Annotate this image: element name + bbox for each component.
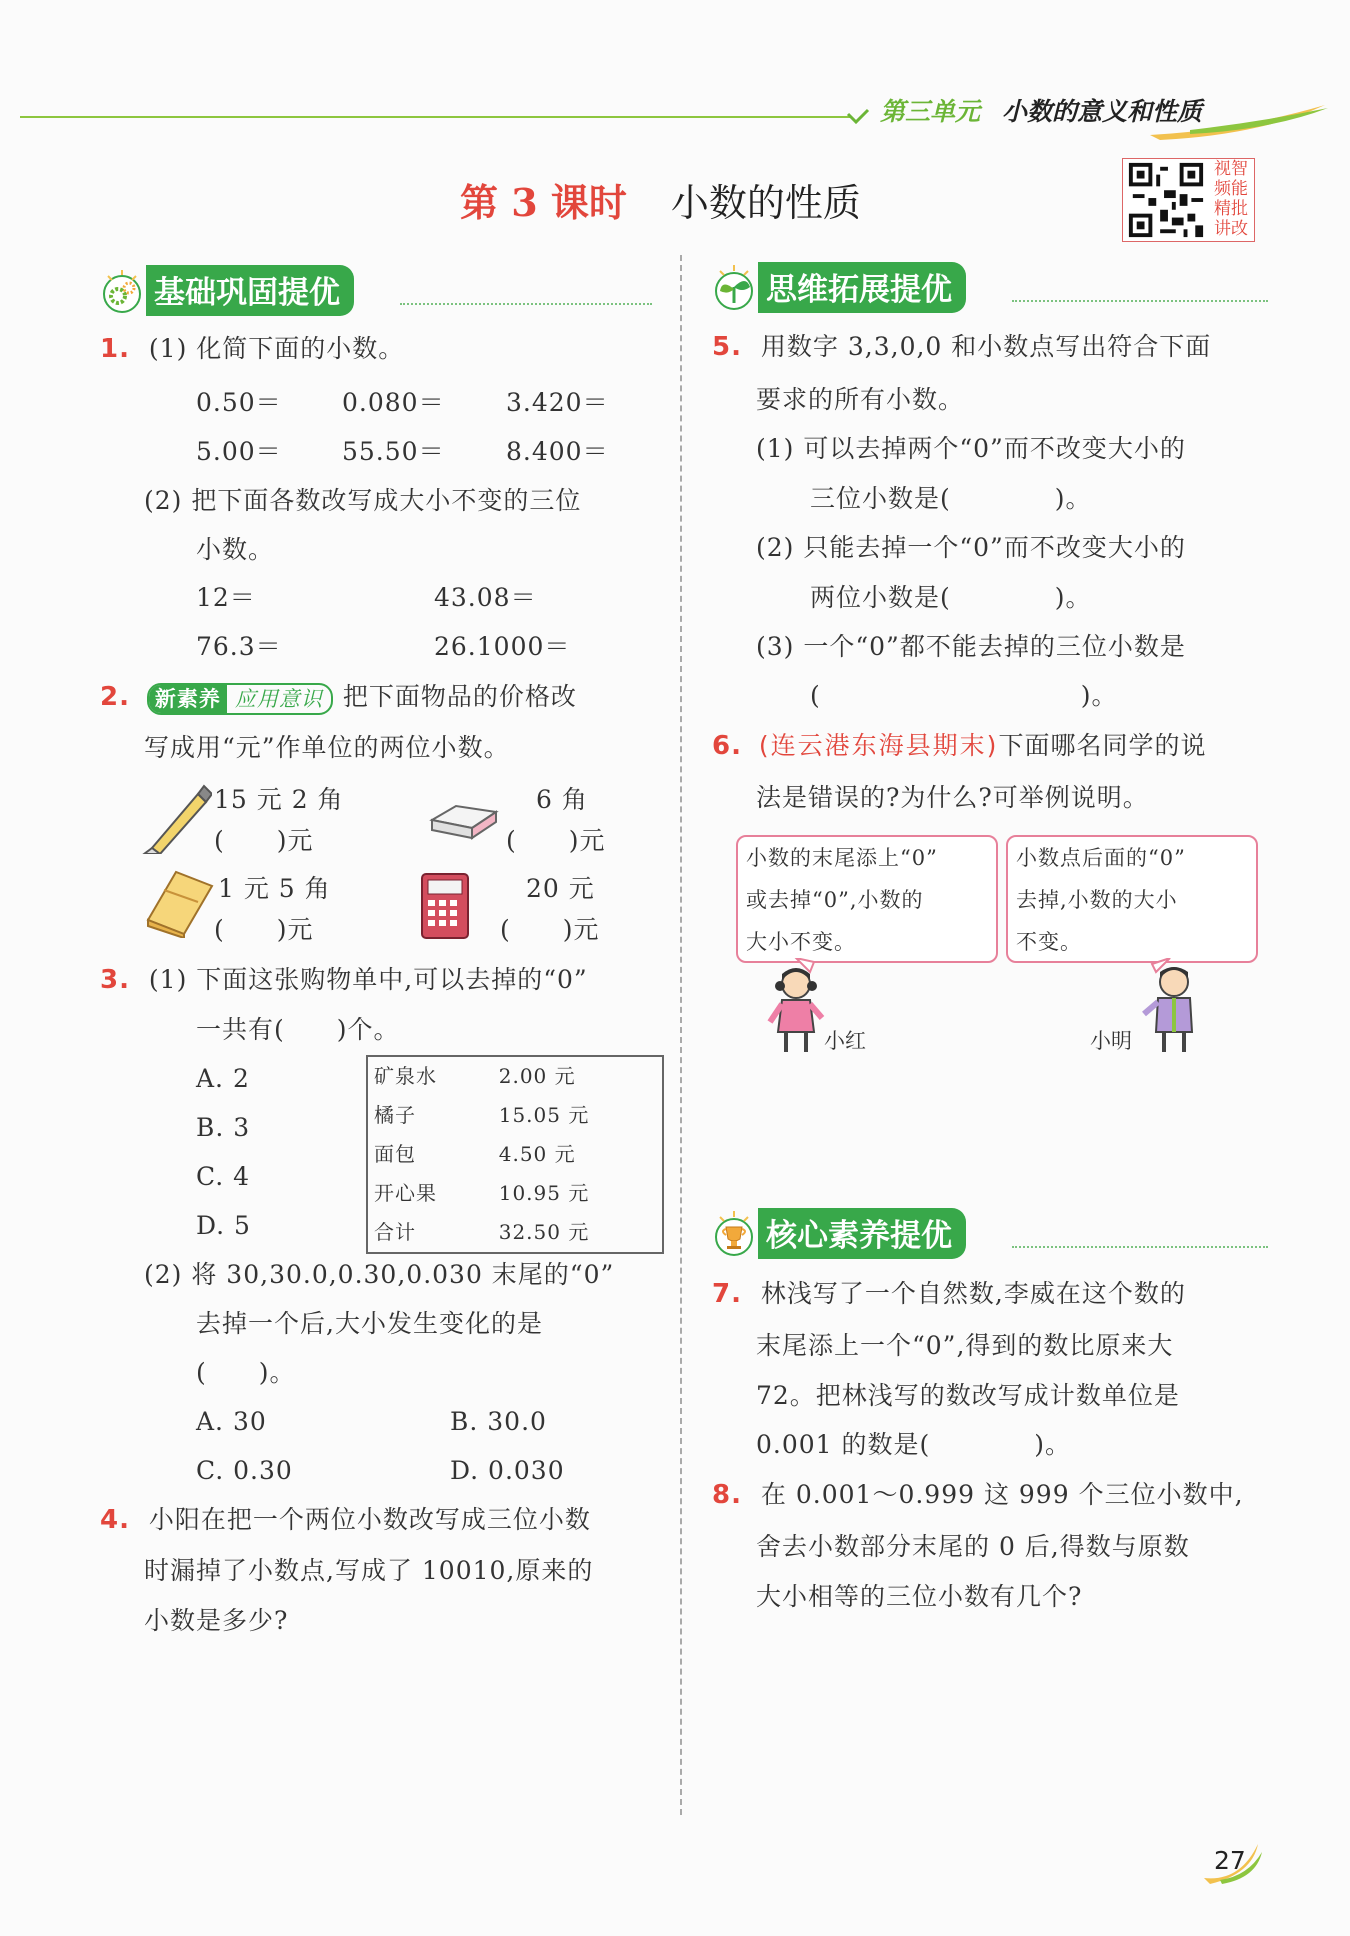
lesson-name: 小数的性质 <box>670 181 861 225</box>
question-text: (2) 只能去掉一个“0”而不改变大小的 <box>756 533 1186 562</box>
speech-bubble-right <box>1006 835 1258 963</box>
section-core <box>712 1208 966 1254</box>
section-title: 基础巩固提优 <box>146 265 354 316</box>
question-text: 把下面物品的价格改 <box>342 682 577 711</box>
q3-part1 <box>100 965 588 995</box>
item-name: 合计 <box>374 1220 416 1244</box>
item-price: 4.50 元 <box>498 1142 576 1166</box>
literacy-badge <box>147 683 333 715</box>
q1-item: 26.1000＝ <box>434 632 571 661</box>
question-text: (1) 下面这张购物单中,可以去掉的“0” <box>148 965 588 994</box>
question-text: 下面哪名同学的说 <box>998 731 1207 760</box>
pen-icon <box>142 782 212 854</box>
section-rule <box>1012 300 1268 302</box>
question-number: 1. <box>100 334 130 364</box>
q1-item: 5.00＝ <box>196 437 282 466</box>
price-text: 15 元 2 角 <box>214 785 344 814</box>
question-text: 小阳在把一个两位小数改写成三位小数 <box>148 1505 591 1534</box>
boy-icon <box>1138 958 1208 1058</box>
bubble-line: 小数点后面的“0” <box>1016 846 1186 870</box>
sprout-icon <box>712 265 762 311</box>
item-name: 橘子 <box>374 1103 416 1127</box>
receipt-row <box>367 1174 663 1213</box>
question-text: (1) 化简下面的小数。 <box>148 334 405 363</box>
section-extend <box>712 262 966 308</box>
qr-char: 能 <box>1231 179 1248 199</box>
question-text: 去掉一个后,大小发生变化的是 <box>196 1309 543 1338</box>
question-text: (2) 将 30,30.0,0.30,0.030 末尾的“0” <box>144 1260 615 1289</box>
answer-blank[interactable]: ( )元 <box>214 826 314 855</box>
answer-blank[interactable]: ( )元 <box>506 826 606 855</box>
calculator-icon <box>420 872 470 940</box>
question-text: 法是错误的?为什么?可举例说明。 <box>756 783 1149 812</box>
q6-line1 <box>712 731 1206 761</box>
qr-code-icon[interactable] <box>1122 158 1210 242</box>
trophy-icon <box>712 1211 762 1257</box>
question-text: (2) 把下面各数改写成大小不变的三位 <box>144 486 582 515</box>
option-d[interactable]: D. 0.030 <box>450 1456 565 1485</box>
unit-label: 第三单元 <box>880 97 981 126</box>
header-swoosh-icon <box>1150 100 1330 140</box>
lesson-number: 第 3 课时 <box>460 180 627 225</box>
qr-char: 视 <box>1214 159 1231 179</box>
question-text: 在 0.001～0.999 这 999 个三位小数中, <box>760 1480 1244 1509</box>
student-name-xiaohong: 小红 <box>824 1029 866 1053</box>
student-name-xiaoming: 小明 <box>1090 1029 1132 1053</box>
item-price: 15.05 元 <box>498 1103 590 1127</box>
answer-blank[interactable]: ( )。 <box>196 1358 296 1387</box>
question-text: 要求的所有小数。 <box>756 385 965 414</box>
question-source: (连云港东海县期末) <box>758 731 999 760</box>
header-rule <box>20 116 850 118</box>
qr-char: 讲 <box>1214 219 1231 239</box>
price-text: 6 角 <box>536 785 588 814</box>
question-text: 一共有( )个。 <box>196 1015 400 1044</box>
q5-line1 <box>712 332 1211 362</box>
question-number: 7. <box>712 1279 742 1309</box>
section-title: 思维拓展提优 <box>758 262 966 313</box>
q1-item: 76.3＝ <box>196 632 282 661</box>
receipt-row <box>367 1056 663 1096</box>
q1-item: 0.50＝ <box>196 388 282 417</box>
section-rule <box>400 303 652 305</box>
receipt-row <box>367 1213 663 1253</box>
question-text: 小数。 <box>196 535 275 564</box>
price-text: 1 元 5 角 <box>218 874 331 903</box>
lesson-title <box>460 172 861 227</box>
question-text: 写成用“元”作单位的两位小数。 <box>144 733 510 762</box>
option-b[interactable]: B. 3 <box>196 1113 251 1142</box>
question-text: 小数是多少? <box>144 1606 289 1635</box>
item-name: 开心果 <box>374 1181 437 1205</box>
q1-item: 8.400＝ <box>506 437 609 466</box>
question-text: 72。把林浅写的数改写成计数单位是 <box>756 1381 1180 1410</box>
gears-icon <box>100 268 150 314</box>
badge-main: 新素养 <box>149 685 227 713</box>
option-a[interactable]: A. 2 <box>196 1064 250 1093</box>
qr-char: 改 <box>1231 219 1248 239</box>
speech-bubble-left <box>736 835 998 963</box>
question-number: 4. <box>100 1505 130 1535</box>
item-name: 面包 <box>374 1142 416 1166</box>
item-price: 10.95 元 <box>498 1181 590 1205</box>
question-number: 3. <box>100 965 130 995</box>
bubble-line: 不变。 <box>1016 930 1082 954</box>
section-basic <box>100 265 354 311</box>
q8-line1 <box>712 1480 1244 1510</box>
option-a[interactable]: A. 30 <box>196 1407 267 1436</box>
question-number: 2. <box>100 682 130 712</box>
qr-char: 精 <box>1214 199 1231 219</box>
answer-blank[interactable]: ( )元 <box>214 915 314 944</box>
unit-title: 小数的意义和性质 <box>1002 97 1203 126</box>
question-number: 6. <box>712 731 742 761</box>
item-price: 2.00 元 <box>498 1064 576 1088</box>
answer-blank[interactable]: 两位小数是( )。 <box>810 583 1092 612</box>
badge-sub: 应用意识 <box>234 686 323 711</box>
q4-line1 <box>100 1505 591 1535</box>
option-b[interactable]: B. 30.0 <box>450 1407 547 1436</box>
question-text: (3) 一个“0”都不能去掉的三位小数是 <box>756 632 1186 661</box>
question-text: 用数字 3,3,0,0 和小数点写出符合下面 <box>760 332 1212 361</box>
question-text: 时漏掉了小数点,写成了 10010,原来的 <box>144 1556 594 1585</box>
check-icon <box>846 108 870 126</box>
eraser-icon <box>428 800 500 840</box>
item-name: 矿泉水 <box>374 1064 437 1088</box>
q1-item: 0.080＝ <box>342 388 445 417</box>
q1-part1 <box>100 334 404 364</box>
receipt-row <box>367 1096 663 1135</box>
qr-caption <box>1208 158 1255 242</box>
question-number: 8. <box>712 1480 742 1510</box>
answer-blank[interactable]: 0.001 的数是( )。 <box>756 1430 1072 1459</box>
answer-blank[interactable]: ( )元 <box>500 915 600 944</box>
bubble-line: 大小不变。 <box>746 930 856 954</box>
qr-char: 批 <box>1231 199 1248 219</box>
question-text: (1) 可以去掉两个“0”而不改变大小的 <box>756 434 1186 463</box>
price-text: 20 元 <box>526 874 595 903</box>
receipt-row <box>367 1135 663 1174</box>
bubble-line: 去掉,小数的大小 <box>1016 888 1178 912</box>
item-price: 32.50 元 <box>498 1220 590 1244</box>
qr-char: 智 <box>1231 159 1248 179</box>
q1-item: 43.08＝ <box>434 583 537 612</box>
bubble-line: 小数的末尾添上“0” <box>746 846 938 870</box>
option-d[interactable]: D. 5 <box>196 1211 251 1240</box>
q1-item: 12＝ <box>196 583 256 612</box>
question-text: 林浅写了一个自然数,李威在这个数的 <box>760 1279 1186 1308</box>
question-text: 舍去小数部分末尾的 0 后,得数与原数 <box>756 1532 1190 1561</box>
q7-line1 <box>712 1279 1186 1309</box>
shopping-receipt <box>366 1055 664 1254</box>
page-number: 27 <box>1214 1846 1246 1875</box>
option-c[interactable]: C. 4 <box>196 1162 251 1191</box>
column-divider <box>680 255 682 1815</box>
section-title: 核心素养提优 <box>758 1208 966 1259</box>
qr-char: 频 <box>1214 179 1231 199</box>
question-text: 末尾添上一个“0”,得到的数比原来大 <box>756 1331 1174 1360</box>
question-number: 5. <box>712 332 742 362</box>
notebook-icon <box>142 868 216 938</box>
section-rule <box>1012 1246 1268 1248</box>
question-text: 大小相等的三位小数有几个? <box>756 1582 1083 1611</box>
option-c[interactable]: C. 0.30 <box>196 1456 293 1485</box>
bubble-line: 或去掉“0”,小数的 <box>746 888 924 912</box>
q2-header <box>100 682 577 715</box>
q1-item: 3.420＝ <box>506 388 609 417</box>
q1-item: 55.50＝ <box>342 437 445 466</box>
answer-blank[interactable]: ( )。 <box>810 681 1118 710</box>
answer-blank[interactable]: 三位小数是( )。 <box>810 484 1092 513</box>
